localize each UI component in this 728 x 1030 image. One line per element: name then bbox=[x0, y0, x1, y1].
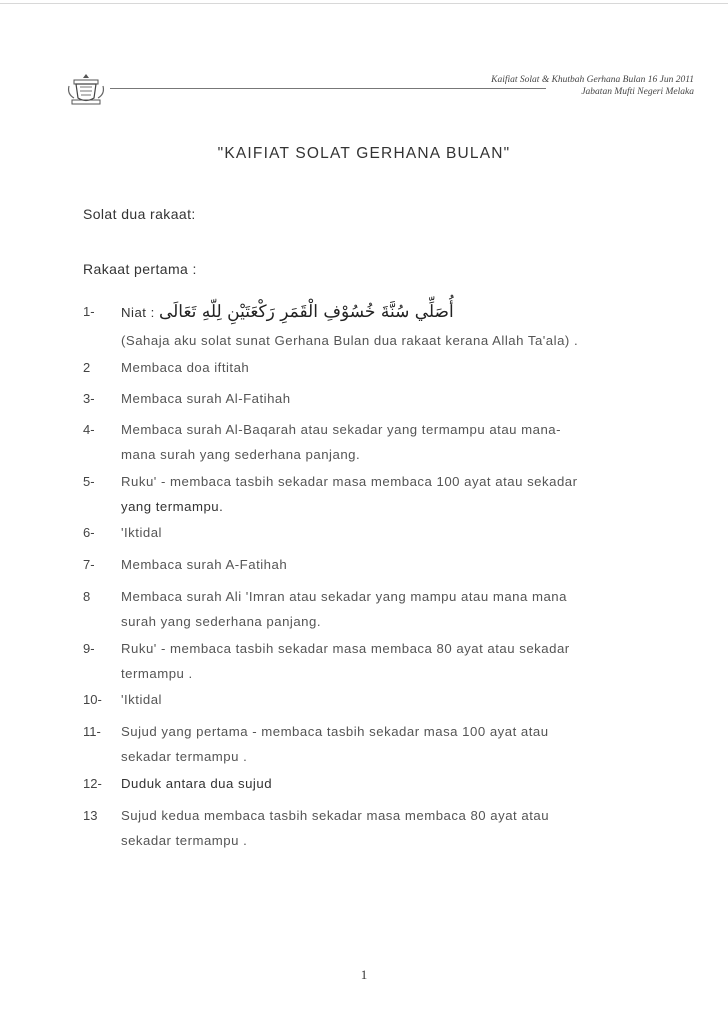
step-number: 11- bbox=[83, 724, 101, 739]
step-number: 3- bbox=[83, 391, 95, 406]
niat-translation: (Sahaja aku solat sunat Gerhana Bulan dua rakaat kerana Allah Ta'ala) . bbox=[121, 333, 579, 348]
niat-label: Niat : bbox=[121, 305, 155, 320]
step-number: 9- bbox=[83, 641, 95, 656]
step-text-line: Membaca doa iftitah bbox=[121, 360, 250, 375]
step-number: 8 bbox=[83, 589, 91, 604]
step-text-line: mana surah yang sederhana panjang. bbox=[121, 447, 361, 462]
step-text-line: Membaca surah Al-Baqarah atau sekadar yang termampu atau mana- bbox=[121, 422, 562, 437]
step-number: 1- bbox=[83, 304, 95, 319]
step-text-line: Sujud yang pertama - membaca tasbih sekadar masa 100 ayat atau bbox=[121, 724, 549, 739]
state-crest-logo bbox=[66, 72, 106, 106]
step-text-line: yang termampu. bbox=[121, 499, 224, 514]
document-title: "KAIFIAT SOLAT GERHANA BULAN" bbox=[217, 145, 511, 162]
step-text-line: 'Iktidal bbox=[121, 525, 162, 540]
step-text-line: termampu . bbox=[121, 666, 193, 681]
step-text-line: Membaca surah Al-Fatihah bbox=[121, 391, 291, 406]
page-number: 1 bbox=[360, 967, 368, 982]
step-text-line: Ruku' - membaca tasbih sekadar masa membaca 80 ayat atau sekadar bbox=[121, 641, 570, 656]
scan-edge-line bbox=[0, 3, 728, 4]
step-text-line: Ruku' - membaca tasbih sekadar masa membaca 100 ayat atau sekadar bbox=[121, 474, 578, 489]
subheading-rakaat-pertama: Rakaat pertama : bbox=[83, 261, 197, 277]
step-number: 6- bbox=[83, 525, 95, 540]
step-text-line: Membaca surah Ali 'Imran atau sekadar yang mampu atau mana mana bbox=[121, 589, 567, 604]
niat-label-row bbox=[121, 302, 454, 322]
document-header bbox=[66, 72, 706, 106]
step-number: 5- bbox=[83, 474, 95, 489]
step-number: 7- bbox=[83, 557, 95, 572]
step-text-line: Duduk antara dua sujud bbox=[121, 776, 273, 791]
step-number: 13 bbox=[83, 808, 98, 823]
step-text-line: Membaca surah A-Fatihah bbox=[121, 557, 288, 572]
step-text-line: 'Iktidal bbox=[121, 692, 162, 707]
step-text-line: surah yang sederhana panjang. bbox=[121, 614, 322, 629]
header-reference bbox=[491, 74, 694, 98]
step-text-line: Sujud kedua membaca tasbih sekadar masa membaca 80 ayat atau bbox=[121, 808, 550, 823]
step-text-line: sekadar termampu . bbox=[121, 749, 248, 764]
subheading-solat-dua-rakaat: Solat dua rakaat: bbox=[83, 206, 196, 222]
step-number: 4- bbox=[83, 422, 95, 437]
step-number: 2 bbox=[83, 360, 91, 375]
step-number: 12- bbox=[83, 776, 102, 791]
step-text-line: sekadar termampu . bbox=[121, 833, 248, 848]
header-rule bbox=[110, 88, 546, 89]
header-department: Jabatan Mufti Negeri Melaka bbox=[581, 87, 694, 97]
niat-arabic-text: أُصَلِّي سُنَّةَ خُسُوْفِ الْقَمَرِ رَكْعَتَيْنِ لِلّهِ تَعَالَى bbox=[158, 302, 454, 322]
header-document-title: Kaifiat Solat & Khutbah Gerhana Bulan 16 Jun 2011 bbox=[491, 75, 694, 85]
step-number: 10- bbox=[83, 692, 102, 707]
